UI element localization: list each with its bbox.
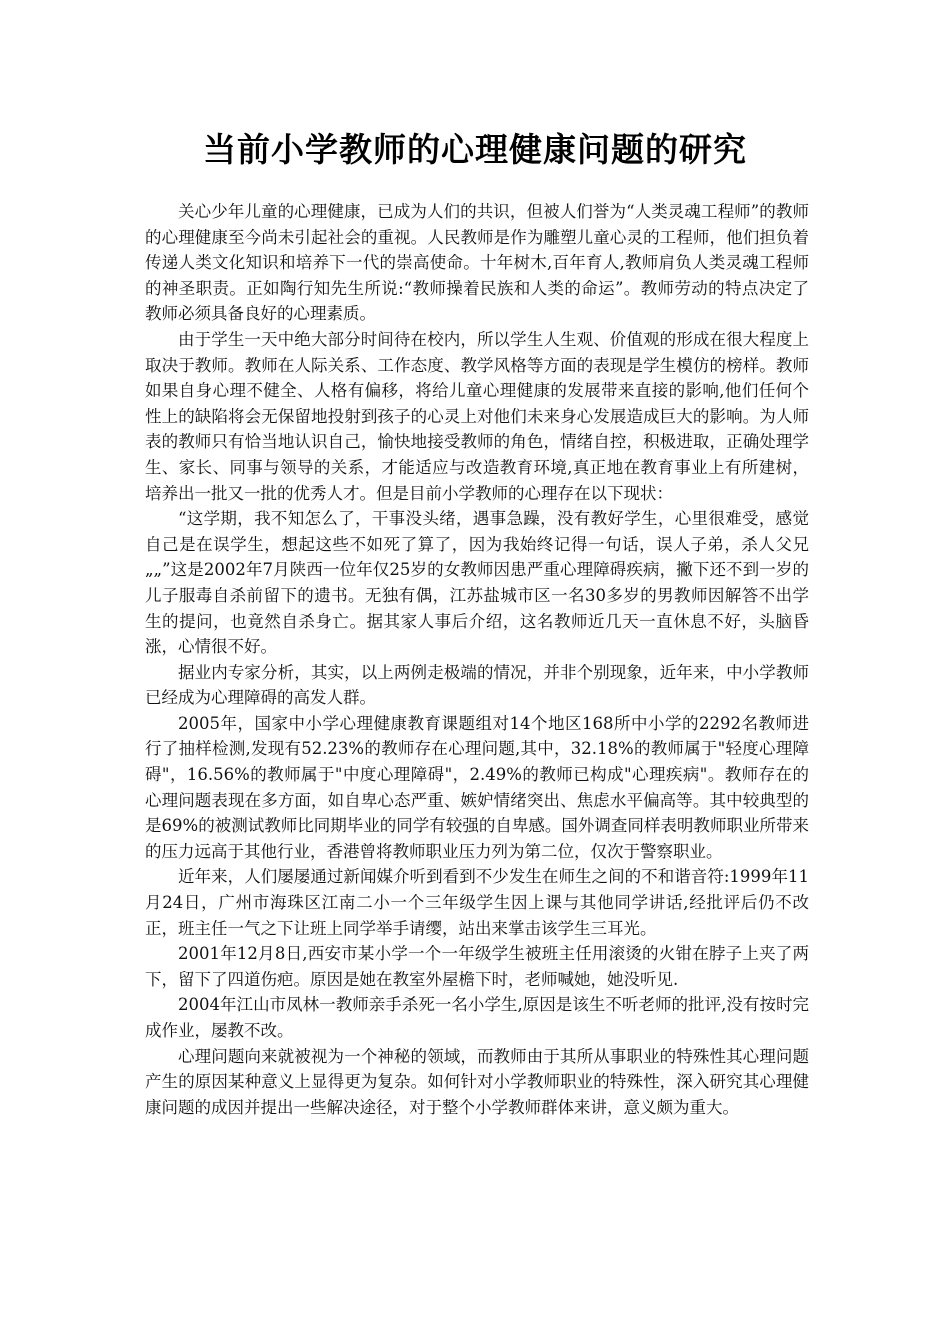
paragraph-6: 近年来，人们屡屡通过新闻媒介听到看到不少发生在师生之间的不和谐音符:1999年11月24日，广州市海珠区江南二小一个三年级学生因上课与其他同学讲话,经批评后仍不改正，班主任一气之下让班上同学举手请缨，站出来掌击该学生三耳光。	[145, 867, 809, 938]
paragraph-2: 由于学生一天中绝大部分时间待在校内，所以学生人生观、价值观的形成在很大程度上取决于教师。教师在人际关系、工作态度、教学风格等方面的表现是学生模仿的榜样。教师如果自身心理不健全、人格有偏移，将给儿童心理健康的发展带来直接的影响,他们任何个性上的缺陷将会无保留地投射到孩子的心灵上对他们未来身心发展造成巨大的影响。为人师表的教师只有恰当地认识自己，愉快地接受教师的角色，情绪自控，积极进取，正确处理学生、家长、同事与领导的关系，才能适应与改造教育环境,真正地在教育事业上有所建树，培养出一批又一批的优秀人才。但是目前小学教师的心理存在以下现状：	[145, 329, 809, 503]
paragraph-4: 据业内专家分析，其实，以上两例走极端的情况，并非个别现象，近年来，中小学教师已经成为心理障碍的高发人群。	[145, 662, 809, 708]
paragraph-7: 2001年12月8日,西安市某小学一个一年级学生被班主任用滚烫的火钳在脖子上夹了两下，留下了四道伤疤。原因是她在教室外屋檐下时，老师喊她，她没听见.	[145, 944, 809, 989]
document-body	[145, 199, 809, 1120]
paragraph-3: “这学期，我不知怎么了，干事没头绪，遇事急躁，没有教好学生，心里很难受，感觉自己是在误学生，想起这些不如死了算了，因为我始终记得一句话，误人子弟，杀人父兄„„”这是2002年7月陕西一位年仅25岁的女教师因患严重心理障碍疾病，撇下还不到一岁的儿子服毒自杀前留下的遗书。无独有偶，江苏盐城市区一名30多岁的男教师因解答不出学生的提问，也竟然自杀身亡。据其家人事后介绍，这名教师近几天一直休息不好，头脑昏涨，心情很不好。	[145, 509, 809, 657]
paragraph-5: 2005年，国家中小学心理健康教育课题组对14个地区168所中小学的2292名教师进行了抽样检测,发现有52.23%的教师存在心理问题,其中，32.18%的教师属于"轻度心理障碍"，16.56%的教师属于"中度心理障碍"，2.49%的教师已构成"心理疾病"。教师存在的心理问题表现在多方面，如自卑心态严重、嫉妒情绪突出、焦虑水平偏高等。其中较典型的是69%的被测试教师比同期毕业的同学有较强的自卑感。国外调查同样表明教师职业所带来的压力远高于其他行业，香港曾将教师职业压力列为第二位，仅次于警察职业。	[145, 713, 809, 861]
paragraph-1: 关心少年儿童的心理健康，已成为人们的共识，但被人们誉为“人类灵魂工程师”的教师的心理健康至今尚未引起社会的重视。人民教师是作为雕塑儿童心灵的工程师，他们担负着传递人类文化知识和培养下一代的崇高使命。十年树木,百年育人,教师肩负人类灵魂工程师的神圣职责。正如陶行知先生所说:“教师操着民族和人类的命运”。教师劳动的特点决定了教师必须具备良好的心理素质。	[145, 202, 809, 324]
paragraph-8: 2004年江山市凤林一教师亲手杀死一名小学生,原因是该生不听老师的批评,没有按时完成作业，屡教不改。	[145, 995, 809, 1040]
paragraph-9: 心理问题向来就被视为一个神秘的领域，而教师由于其所从事职业的特殊性其心理问题产生的原因某种意义上显得更为复杂。如何针对小学教师职业的特殊性，深入研究其心理健康问题的成因并提出一些解决途径，对于整个小学教师群体来讲，意义颇为重大。	[145, 1046, 809, 1117]
document-title: 当前小学教师的心理健康问题的研究	[203, 130, 747, 169]
